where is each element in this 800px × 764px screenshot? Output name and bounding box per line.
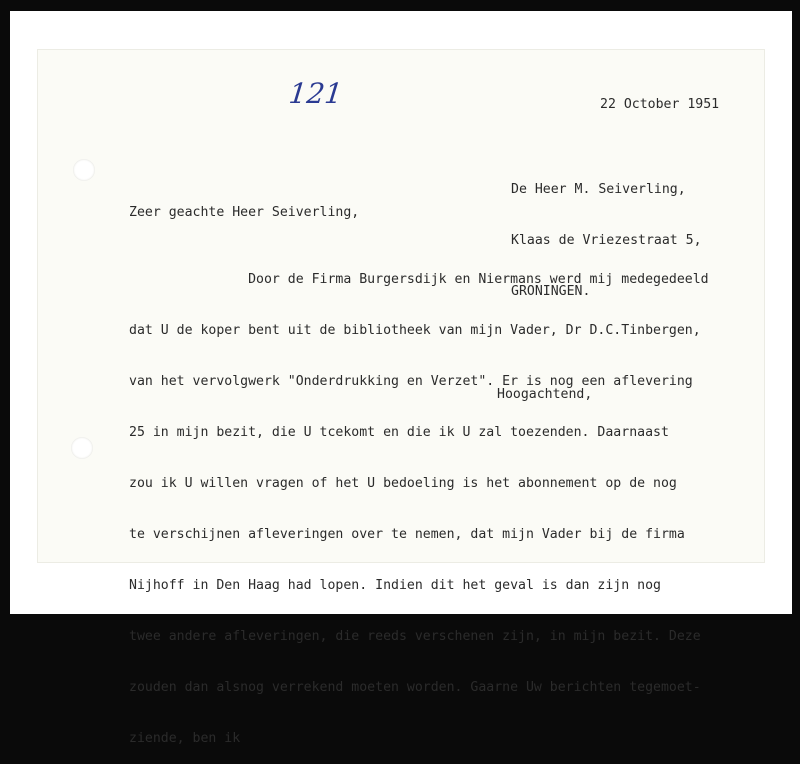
letter-body (129, 237, 709, 764)
address-line: Klaas de Vriezestraat 5, (511, 233, 702, 248)
salutation: Zeer geachte Heer Seiverling, (129, 205, 360, 220)
body-line: twee andere afleveringen, die reeds verschenen zijn, in mijn bezit. Deze (129, 629, 701, 644)
address-line: De Heer M. Seiverling, (511, 182, 686, 197)
letter-date: 22 October 1951 (600, 97, 720, 112)
body-line: te verschijnen afleveringen over te nemen, dat mijn Vader bij de firma (129, 527, 685, 542)
body-line: Door de Firma Burgersdijk en Niermans werd mij medegedeeld (129, 272, 709, 287)
closing-phrase: Hoogachtend, (497, 387, 593, 402)
body-line: ziende, ben ik (129, 731, 241, 746)
body-line: 25 in mijn bezit, die U tcekomt en die ik U zal toezenden. Daarnaast (129, 425, 669, 440)
punch-hole-top (73, 159, 95, 181)
body-line: Nijhoff in Den Haag had lopen. Indien dit het geval is dan zijn nog (129, 578, 661, 593)
punch-hole-bottom (71, 437, 93, 459)
body-line: zou ik U willen vragen of het U bedoeling is het abonnement op de nog (129, 476, 677, 491)
handwritten-folio-number: 121 (287, 77, 345, 110)
body-line: zouden dan alsnog verrekend moeten worden. Gaarne Uw berichten tegemoet- (129, 680, 701, 695)
address-line: GRONINGEN. (511, 284, 591, 299)
body-line: dat U de koper bent uit de bibliotheek van mijn Vader, Dr D.C.Tinbergen, (129, 323, 701, 338)
body-line: van het vervolgwerk "Onderdrukking en Verzet". Er is nog een aflevering (129, 374, 693, 389)
